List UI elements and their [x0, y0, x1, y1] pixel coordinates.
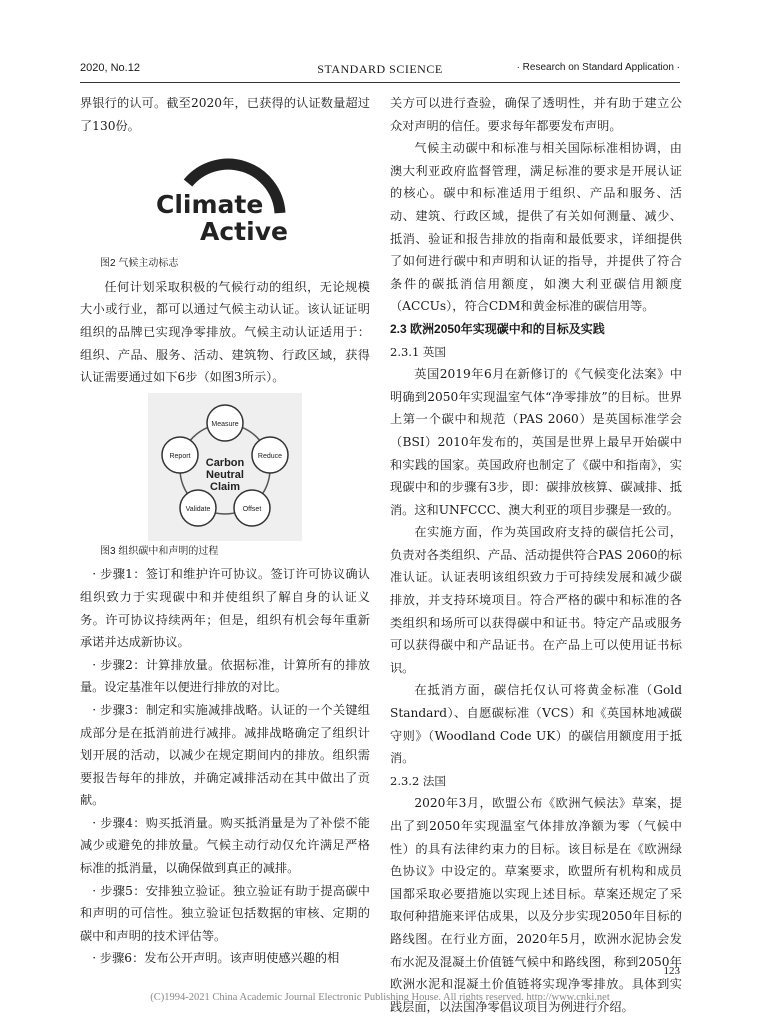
left-intro: 界银行的认可。截至2020年，已获得的认证数量超过了130份。 [80, 96, 370, 133]
step-6-text: · 步骤6：发布公开声明。该声明使感兴趣的相 [92, 951, 340, 966]
journal-title: STANDARD SCIENCE [317, 62, 443, 76]
logo-text-climate: Climate [156, 190, 264, 220]
uk-para-2: 在实施方面，作为英国政府支持的碳信托公司，负责对各类组织、产品、活动提供符合PAS 2060的标准认证。认证表明该组织致力于可持续发展和减少碳排放，并支持环境项目。符合严格的碳中和标准的各类组织和场所可以获得碳中和证书。特定产品或服务可以获得碳中和产品证书。在产品上可以使用证书标识。 [390, 525, 682, 675]
right-column [390, 92, 682, 1018]
carbon-neutral-cycle-figure [148, 393, 302, 541]
figure2-caption: 图2 气候主动标志 [100, 258, 179, 270]
uk-para-3: 在抵消方面，碳信托仅认可将黄金标准（Gold Standard）、自愿碳标准（VCS）和《英国林地减碳守则》（Woodland Code UK）的碳信用额度用于抵消。 [390, 683, 682, 766]
step-2-text: · 步骤2：计算排放量。依据标准，计算所有的排放量。设定基准年以便进行排放的对比。 [80, 657, 370, 695]
left-column [80, 92, 370, 970]
right-para-1: 气候主动碳中和标准与相关国际标准相协调，由澳大利亚政府监督管理，满足标准的要求是开展认证的核心。碳中和标准适用于组织、产品和服务、活动、建筑、行政区域，提供了有关如何测量、减少、抵消、验证和报告排放的指南和最低要求，详细提供了如何进行碳中和声明和认证的指导，并提供了符合条件的碳抵消信用额度，如澳大利亚碳信用额度（ACCUs），符合CDM和黄金标准的碳信用等。 [390, 141, 682, 314]
step-label-measure: Measure [211, 420, 239, 428]
step-label-reduce: Reduce [257, 452, 283, 460]
running-header [80, 62, 680, 82]
step-4-text: · 步骤4：购买抵消量。购买抵消量是为了补偿不能减少或避免的排放量。气候主动行动仅允许满足严格标准的抵消量，以确保做到真正的减排。 [80, 815, 370, 876]
climate-active-logo-graphic [80, 143, 370, 253]
header-rule [80, 82, 680, 83]
climate-active-logo [80, 143, 370, 253]
subsection-heading-france: 2.3.2 法国 [390, 773, 446, 788]
issue-label: 2020, No.12 [80, 62, 140, 74]
uk-para-1: 英国2019年6月在新修订的《气候变化法案》中明确到2050年实现温室气体“净零排放”的目标。世界上第一个碳中和规范（PAS 2060）是英国标准学会（BSI）2010年发布的，英国是世界上最早开始碳中和实践的国家。英国政府也制定了《碳中和指南》，实现碳中和的步骤有3步，即：碳排放核算、碳减排、抵消。这和UNFCCC、澳大利亚的项目步骤是一致的。 [390, 367, 682, 517]
step-1-text: · 步骤1：签订和维护许可协议。签订许可协议确认组织致力于实现碳中和并使组织了解自身的认证义务。许可协议持续两年；但是，组织有机会每年重新承诺并达成新协议。 [80, 567, 370, 650]
left-para-1: 任何计划采取积极的气候行动的组织，无论规模大小或行业，都可以通过气候主动认证。该认证证明组织的品牌已实现净零排放。气候主动认证适用于：组织、产品、服务、活动、建筑物、行政区域，获得认证需要通过如下6步（如图3所示）。 [80, 279, 370, 385]
step-3-text: · 步骤3：制定和实施减排战略。认证的一个关键组成部分是在抵消前进行减排。减排战略确定了组织计划开展的活动，以减少在规定期间内的排放。组织需要报告每年的排放，并确定减排活动在其中做出了贡献。 [80, 702, 370, 808]
copyright-footer: (C)1994-2021 China Academic Journal Electronic Publishing House. All rights reserved. http://www.cnki.net [150, 992, 610, 1003]
figure3-caption: 图3 组织碳中和声明的过程 [100, 545, 219, 557]
step-label-report: Report [169, 452, 191, 460]
france-para-1: 2020年3月，欧盟公布《欧洲气候法》草案，提出了到2050年实现温室气体排放净额为零（气候中性）的具有法律约束力的目标。该目标是在《欧洲绿色协议》中设定的。草案要求，欧盟所有机构和成员国都采取必要措施以实现上述目标。草案还规定了采取何种措施来评估成果，以及分步实现2050年目标的路线图。在行业方面，2020年5月，欧洲水泥协会发布水泥及混凝土价值链气候中和路线图，称到2050年欧洲水泥和混凝土价值链将实现净零排放。具体到实践层面，以法国净零倡议项目为例进行介绍。 [390, 796, 682, 1014]
center-claim-line2: Neutral [206, 468, 244, 481]
logo-text-active: Active [200, 217, 288, 247]
page-number: 123 [663, 965, 680, 977]
center-claim-line3: Claim [210, 480, 240, 493]
subsection-heading-uk: 2.3.1 英国 [390, 344, 446, 359]
step-label-validate: Validate [185, 505, 211, 513]
right-intro: 关方可以进行查验，确保了透明性，并有助于建立公众对声明的信任。要求每年都要发布声明。 [390, 96, 682, 133]
section-heading: 2.3 欧洲2050年实现碳中和的目标及实践 [390, 321, 605, 336]
section-label: · Research on Standard Application · [516, 62, 680, 73]
step-label-offset: Offset [242, 505, 262, 513]
center-claim-line1: Carbon [205, 456, 245, 469]
step-5-text: · 步骤5：安排独立验证。独立验证有助于提高碳中和声明的可信性。独立验证包括数据的审核、定期的碳中和声明的技术评估等。 [80, 883, 370, 943]
